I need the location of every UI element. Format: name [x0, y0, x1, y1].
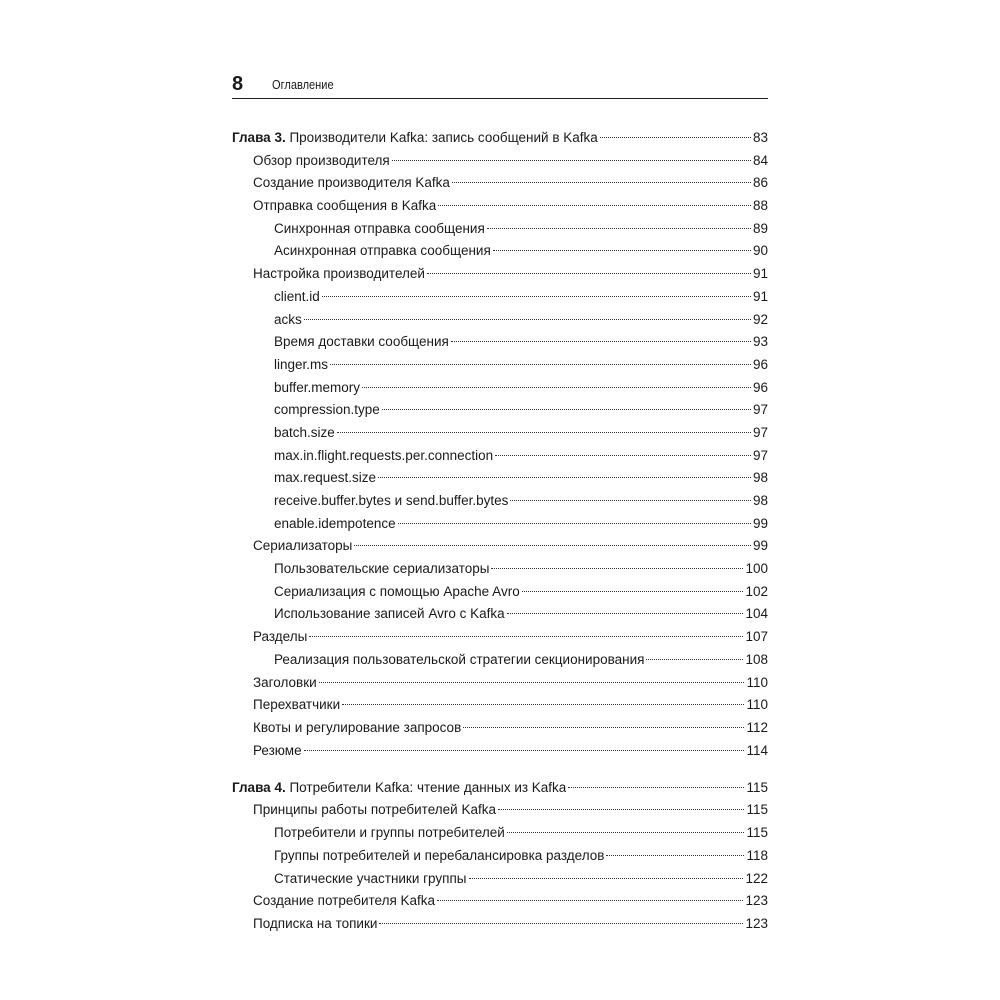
toc-entry-label: [274, 581, 520, 604]
toc-entry-label: [274, 286, 320, 309]
toc-entry-title: buffer.memory: [274, 379, 361, 395]
toc-section-entry: [232, 717, 768, 740]
toc-entry-title: Время доставки сообщения: [274, 334, 449, 350]
dot-leader: [392, 160, 751, 161]
dot-leader: [507, 613, 744, 614]
dot-leader: [495, 455, 751, 456]
toc-section-entry: [232, 535, 768, 558]
dot-leader: [438, 205, 751, 206]
dot-leader: [322, 296, 751, 297]
dot-leader: [498, 809, 744, 810]
toc-entry-label: [274, 513, 396, 536]
toc-entry-title: Асинхронная отправка сообщения: [274, 243, 491, 259]
toc-section-entry: [232, 799, 768, 822]
dot-leader: [507, 832, 745, 833]
toc-entry-label: [253, 740, 302, 763]
toc-chapter: [232, 777, 768, 936]
toc-entry-title: Производители Kafka: запись сообщений в Kafka: [285, 130, 598, 145]
toc-subsection-entry: [232, 422, 768, 445]
toc-entry-title: Подписка на топики: [253, 915, 378, 931]
toc-entry-title: Обзор производителя: [253, 152, 390, 168]
toc-page-number: 107: [745, 629, 768, 645]
running-title: Оглавление: [272, 77, 334, 92]
toc-entry-label: [274, 868, 467, 891]
toc-page-number: 99: [752, 538, 768, 554]
toc-page-number: 112: [746, 719, 768, 735]
toc-page-number: 123: [745, 915, 768, 931]
toc-entry-title: acks: [274, 311, 302, 327]
toc-page-number: 104: [745, 606, 768, 622]
toc-page-number: 91: [752, 266, 768, 282]
toc-entry-title: Потребители Kafka: чтение данных из Kafka: [285, 779, 567, 795]
toc-page-number: 115: [746, 825, 768, 841]
toc-section-entry: [232, 694, 768, 717]
dot-leader: [309, 636, 743, 637]
toc-entry-title: enable.idempotence: [274, 515, 396, 531]
toc-entry-title: Создание потребителя Kafka: [253, 893, 436, 909]
toc-subsection-entry: [232, 467, 768, 490]
toc-entry-title: Резюме: [253, 742, 302, 758]
dot-leader: [568, 787, 744, 788]
toc-entry-label: [274, 603, 505, 626]
dot-leader: [319, 682, 745, 683]
toc-entry-title: Квоты и регулирование запросов: [253, 719, 462, 735]
toc-entry-label: [274, 558, 489, 581]
toc-subsection-entry: [232, 309, 768, 332]
toc-page-number: 98: [752, 493, 768, 508]
toc-entry-label: [274, 445, 493, 468]
toc-entry-label: [274, 354, 328, 377]
dot-leader: [463, 727, 744, 728]
dot-leader: [362, 387, 751, 388]
toc-entry-title: Настройка производителей: [253, 266, 425, 282]
dot-leader: [493, 250, 751, 251]
toc-subsection-entry: [232, 331, 768, 354]
toc-page-number: 122: [745, 870, 768, 886]
toc-section-entry: [232, 913, 768, 936]
toc-entry-label: [274, 399, 380, 422]
dot-leader: [378, 477, 751, 478]
toc-chapter: [232, 127, 768, 762]
dot-leader: [522, 591, 744, 592]
toc-chapter-number: Глава 3.: [232, 130, 286, 145]
toc-entry-title: Принципы работы потребителей Kafka: [253, 802, 496, 818]
toc-entry-title: Пользовательские сериализаторы: [274, 561, 490, 577]
dot-leader: [487, 228, 751, 229]
toc-subsection-entry: [232, 649, 768, 672]
toc-subsection-entry: [232, 240, 768, 263]
toc-entry-label: [274, 240, 491, 263]
toc-entry-title: max.request.size: [274, 470, 377, 486]
toc-entry-title: receive.buffer.bytes и send.buffer.bytes: [274, 493, 509, 508]
dot-leader: [606, 855, 744, 856]
toc-chapter-number: Глава 4.: [232, 779, 286, 795]
toc-entry-label: [253, 913, 377, 936]
toc-subsection-entry: [232, 868, 768, 891]
toc-section-entry: [232, 672, 768, 695]
toc-entry-label: [253, 626, 307, 649]
toc-subsection-entry: [232, 513, 768, 536]
toc-page-number: 91: [752, 288, 768, 304]
toc-subsection-entry: [232, 558, 768, 581]
toc-entry-title: Разделы: [253, 629, 308, 645]
toc-entry-label: [253, 890, 435, 913]
toc-entry-title: client.id: [274, 288, 320, 304]
toc-entry-label: [274, 649, 644, 672]
toc-entry-label: [253, 694, 340, 717]
toc-page-number: 89: [752, 220, 768, 236]
toc-section-entry: [232, 150, 768, 173]
toc-entry-title: Использование записей Avro с Kafka: [274, 606, 505, 622]
toc-entry-label: [274, 490, 508, 513]
toc-page-number: 110: [746, 674, 768, 690]
toc-page-number: 115: [746, 779, 768, 795]
toc-page-number: 114: [746, 742, 768, 758]
toc-page-number: 99: [752, 515, 768, 531]
toc-page-number: 93: [752, 334, 768, 350]
dot-leader: [379, 923, 743, 924]
dot-leader: [646, 659, 743, 660]
toc-entry-title: Сериализация с помощью Apache Avro: [274, 583, 520, 599]
toc-entry-title: Отправка сообщения в Kafka: [253, 198, 437, 214]
table-of-contents: [232, 127, 768, 936]
dot-leader: [437, 900, 743, 901]
toc-chapter-entry: [232, 127, 768, 150]
toc-entry-title: Статические участники группы: [274, 870, 467, 886]
toc-page-number: 96: [752, 379, 768, 395]
toc-page-number: 108: [745, 651, 768, 667]
toc-entry-label: [232, 777, 566, 800]
dot-leader: [398, 523, 751, 524]
toc-entry-title: compression.type: [274, 402, 380, 418]
toc-entry-label: [253, 672, 317, 695]
toc-page-number: 90: [752, 243, 768, 259]
toc-subsection-entry: [232, 822, 768, 845]
toc-entry-title: Синхронная отправка сообщения: [274, 220, 485, 236]
dot-leader: [510, 500, 751, 501]
toc-section-entry: [232, 172, 768, 195]
toc-entry-label: [253, 263, 425, 286]
toc-entry-label: [274, 845, 604, 868]
toc-entry-title: max.in.flight.requests.per.connection: [274, 447, 494, 463]
dot-leader: [491, 568, 743, 569]
toc-entry-label: [274, 422, 335, 445]
toc-section-entry: [232, 626, 768, 649]
toc-entry-label: [274, 467, 376, 490]
toc-page-number: 97: [752, 424, 768, 440]
dot-leader: [337, 432, 751, 433]
toc-entry-title: Заголовки: [253, 674, 317, 690]
toc-entry-title: Реализация пользовательской стратегии секционирования: [274, 651, 645, 667]
toc-entry-label: [253, 535, 352, 558]
toc-subsection-entry: [232, 603, 768, 626]
toc-page-number: 88: [752, 198, 768, 214]
dot-leader: [452, 182, 751, 183]
toc-page-number: 84: [752, 152, 768, 168]
toc-page-number: 86: [752, 175, 768, 191]
toc-page-number: 115: [746, 802, 768, 818]
toc-section-entry: [232, 890, 768, 913]
toc-entry-label: [253, 172, 450, 195]
toc-section-entry: [232, 195, 768, 218]
running-header: [232, 72, 768, 99]
toc-entry-label: [274, 218, 485, 241]
toc-section-entry: [232, 263, 768, 286]
toc-entry-title: batch.size: [274, 424, 335, 440]
dot-leader: [304, 319, 751, 320]
toc-subsection-entry: [232, 399, 768, 422]
toc-entry-label: [253, 150, 390, 173]
toc-page-number: 97: [752, 447, 768, 463]
toc-entry-title: linger.ms: [274, 356, 329, 372]
dot-leader: [600, 137, 751, 138]
dot-leader: [382, 409, 751, 410]
toc-chapter-entry: [232, 777, 768, 800]
toc-subsection-entry: [232, 490, 768, 513]
toc-subsection-entry: [232, 445, 768, 468]
toc-page-number: 100: [745, 561, 768, 577]
toc-subsection-entry: [232, 218, 768, 241]
toc-entry-label: [253, 799, 496, 822]
toc-page-number: 92: [752, 311, 768, 327]
dot-leader: [469, 878, 744, 879]
toc-entry-label: [274, 331, 449, 354]
toc-entry-title: Перехватчики: [253, 697, 341, 713]
dot-leader: [330, 364, 751, 365]
toc-entry-label: [274, 377, 360, 400]
toc-page-number: 96: [752, 356, 768, 372]
toc-entry-label: [274, 309, 302, 332]
toc-entry-title: Потребители и группы потребителей: [274, 825, 505, 841]
toc-subsection-entry: [232, 354, 768, 377]
toc-subsection-entry: [232, 581, 768, 604]
dot-leader: [354, 545, 751, 546]
toc-section-entry: [232, 740, 768, 763]
toc-entry-title: Сериализаторы: [253, 538, 353, 554]
toc-page-number: 110: [746, 697, 768, 713]
toc-subsection-entry: [232, 377, 768, 400]
toc-subsection-entry: [232, 845, 768, 868]
toc-entry-label: [253, 717, 461, 740]
dot-leader: [451, 341, 751, 342]
toc-entry-title: Группы потребителей и перебалансировка разделов: [274, 847, 605, 863]
dot-leader: [342, 704, 744, 705]
toc-page-number: 98: [752, 470, 768, 486]
dot-leader: [304, 750, 745, 751]
toc-page-number: 83: [752, 130, 768, 145]
page-number: 8: [232, 73, 244, 95]
toc-entry-label: [274, 822, 505, 845]
toc-page-number: 118: [746, 847, 768, 863]
toc-page-number: 123: [745, 893, 768, 909]
toc-subsection-entry: [232, 286, 768, 309]
toc-entry-label: [232, 127, 598, 150]
toc-page-number: 97: [752, 402, 768, 418]
toc-entry-title: Создание производителя Kafka: [253, 175, 450, 191]
toc-page-number: 102: [745, 583, 768, 599]
dot-leader: [427, 273, 751, 274]
toc-entry-label: [253, 195, 436, 218]
